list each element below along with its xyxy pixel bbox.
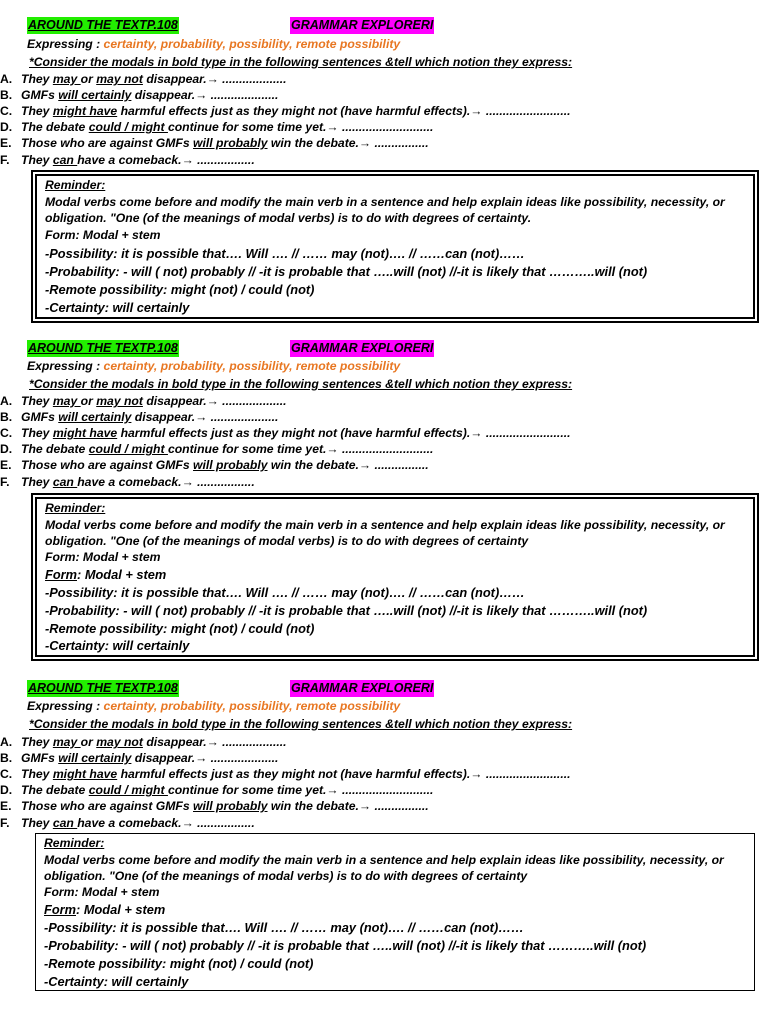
item-letter: A. (0, 72, 13, 86)
reminder-certainty: -Certainty: will certainly (45, 300, 190, 315)
item-a: A. They may or may not disappear.→ ................... (0, 394, 287, 408)
modal: will certainly (58, 751, 132, 765)
modal: may not (96, 735, 143, 749)
item-letter: A. (0, 394, 13, 408)
item-b: B. GMFs will certainly disappear.→ .................... (0, 88, 279, 102)
expressing-notions: certainty, probability, possibility, remote possibility (103, 359, 401, 373)
modal: will probably (193, 136, 268, 150)
reminder-title: Reminder: (44, 836, 105, 850)
item-letter: F. (0, 153, 10, 167)
item-letter: D. (0, 120, 13, 134)
modal: may (52, 72, 81, 86)
item-c: C. They might have harmful effects just as they might not (have harmful effects).→ ......................... (0, 767, 571, 781)
reminder-box (35, 833, 755, 991)
expressing-label: Expressing : (27, 359, 104, 373)
item-f: F. They can have a comeback.→ ................. (0, 153, 255, 167)
item-f: F. They can have a comeback.→ ................. (0, 475, 255, 489)
title-grammar-explorer: GRAMMAR EXPLORERI (291, 341, 434, 355)
item-c: C. They might have harmful effects just as they might not (have harmful effects).→ ......................... (0, 104, 571, 118)
item-letter: B. (0, 410, 13, 424)
reminder-text-2: obligation. "One (of the meanings of modal verbs) is to do with degrees of certainty (45, 534, 529, 548)
expressing-line (27, 699, 400, 714)
reminder-possibility: -Possibility: it is possible that…. Will …. // …… may (not)…. // ……can (not)…… (45, 585, 525, 600)
reminder-text-2: obligation. "One (of the meanings of modal verbs) is to do with degrees of certainty. (45, 211, 532, 225)
modal: might have (52, 104, 118, 118)
expressing-label: Expressing : (27, 699, 104, 713)
section-header (0, 17, 768, 35)
item-letter: B. (0, 88, 13, 102)
reminder-form: Form: Modal + stem (45, 228, 161, 242)
reminder-text-1: Modal verbs come before and modify the main verb in a sentence and help explain ideas like possibility, necessity, or (45, 195, 725, 209)
item-letter: C. (0, 426, 13, 440)
item-e: E. Those who are against GMFs will probably win the debate.→ ................ (0, 458, 429, 472)
reminder-certainty: -Certainty: will certainly (45, 638, 190, 653)
modal: might have (52, 767, 118, 781)
modal: will probably (193, 799, 268, 813)
reminder-remote: -Remote possibility: might (not) / could (not) (45, 621, 315, 636)
instruction: *Consider the modals in bold type in the following sentences &tell which notion they express: (29, 717, 573, 731)
title-around-the-text: AROUND THE TEXTP.108 (28, 18, 178, 32)
reminder-box (35, 497, 755, 657)
reminder-box (35, 174, 755, 319)
modal: can (52, 153, 78, 167)
expressing-line (27, 359, 400, 374)
item-b: B. GMFs will certainly disappear.→ .................... (0, 751, 279, 765)
item-letter: E. (0, 799, 12, 813)
modal: may not (96, 394, 143, 408)
modal: could / might (88, 120, 168, 134)
item-letter: D. (0, 783, 13, 797)
reminder-probability: -Probability: - will ( not) probably // -it is probable that …..will (not) //-it is likely that ………..will (not) (44, 938, 647, 953)
item-e: E. Those who are against GMFs will probably win the debate.→ ................ (0, 136, 429, 150)
reminder-probability: -Probability: - will ( not) probably // -it is probable that …..will (not) //-it is likely that ………..will (not) (45, 264, 648, 279)
reminder-remote: -Remote possibility: might (not) / could (not) (44, 956, 314, 971)
reminder-probability: -Probability: - will ( not) probably // -it is probable that …..will (not) //-it is likely that ………..will (not) (45, 603, 648, 618)
title-grammar-explorer: GRAMMAR EXPLORERI (291, 681, 434, 695)
item-letter: D. (0, 442, 13, 456)
title-grammar-explorer: GRAMMAR EXPLORERI (291, 18, 434, 32)
expressing-line (27, 37, 400, 52)
modal: will probably (193, 458, 268, 472)
item-a: A. They may or may not disappear.→ ................... (0, 735, 287, 749)
instruction: *Consider the modals in bold type in the following sentences &tell which notion they express: (29, 377, 573, 391)
item-letter: E. (0, 136, 12, 150)
item-letter: C. (0, 104, 13, 118)
item-f: F. They can have a comeback.→ ................. (0, 816, 255, 830)
modal: will certainly (58, 410, 132, 424)
item-letter: B. (0, 751, 13, 765)
section-header (0, 340, 768, 358)
item-c: C. They might have harmful effects just as they might not (have harmful effects).→ ......................... (0, 426, 571, 440)
modal: might have (52, 426, 118, 440)
reminder-text-2: obligation. "One (of the meanings of modal verbs) is to do with degrees of certainty (44, 869, 528, 883)
reminder-possibility: -Possibility: it is possible that…. Will …. // …… may (not)…. // ……can (not)…… (45, 246, 525, 261)
item-d: D. The debate could / might continue for some time yet.→ ........................... (0, 120, 434, 134)
modal: may not (96, 72, 143, 86)
item-letter: C. (0, 767, 13, 781)
modal: will certainly (58, 88, 132, 102)
expressing-label: Expressing : (27, 37, 104, 51)
item-letter: F. (0, 475, 10, 489)
reminder-title: Reminder: (45, 178, 106, 192)
reminder-form-underlined: Form: Modal + stem (44, 902, 166, 917)
item-letter: A. (0, 735, 13, 749)
reminder-form: Form: Modal + stem (45, 550, 161, 564)
reminder-form-underlined: Form: Modal + stem (45, 567, 167, 582)
item-b: B. GMFs will certainly disappear.→ .................... (0, 410, 279, 424)
reminder-title: Reminder: (45, 501, 106, 515)
section-header (0, 680, 768, 698)
reminder-form: Form: Modal + stem (44, 885, 160, 899)
reminder-text-1: Modal verbs come before and modify the main verb in a sentence and help explain ideas like possibility, necessity, or (44, 853, 724, 867)
modal: can (52, 816, 78, 830)
reminder-possibility: -Possibility: it is possible that…. Will …. // …… may (not)…. // ……can (not)…… (44, 920, 524, 935)
instruction: *Consider the modals in bold type in the following sentences &tell which notion they express: (29, 55, 573, 69)
modal: could / might (88, 442, 168, 456)
modal: may (52, 735, 81, 749)
item-a: A. They may or may not disappear.→ ................... (0, 72, 287, 86)
item-d: D. The debate could / might continue for some time yet.→ ........................... (0, 442, 434, 456)
reminder-certainty: -Certainty: will certainly (44, 974, 189, 989)
modal: may (52, 394, 81, 408)
modal: could / might (88, 783, 168, 797)
modal: can (52, 475, 78, 489)
reminder-text-1: Modal verbs come before and modify the main verb in a sentence and help explain ideas like possibility, necessity, or (45, 518, 725, 532)
expressing-notions: certainty, probability, possibility, remote possibility (103, 699, 401, 713)
reminder-remote: -Remote possibility: might (not) / could (not) (45, 282, 315, 297)
item-letter: E. (0, 458, 12, 472)
title-around-the-text: AROUND THE TEXTP.108 (28, 681, 178, 695)
item-letter: F. (0, 816, 10, 830)
title-around-the-text: AROUND THE TEXTP.108 (28, 341, 178, 355)
item-e: E. Those who are against GMFs will probably win the debate.→ ................ (0, 799, 429, 813)
item-d: D. The debate could / might continue for some time yet.→ ........................... (0, 783, 434, 797)
expressing-notions: certainty, probability, possibility, remote possibility (103, 37, 401, 51)
